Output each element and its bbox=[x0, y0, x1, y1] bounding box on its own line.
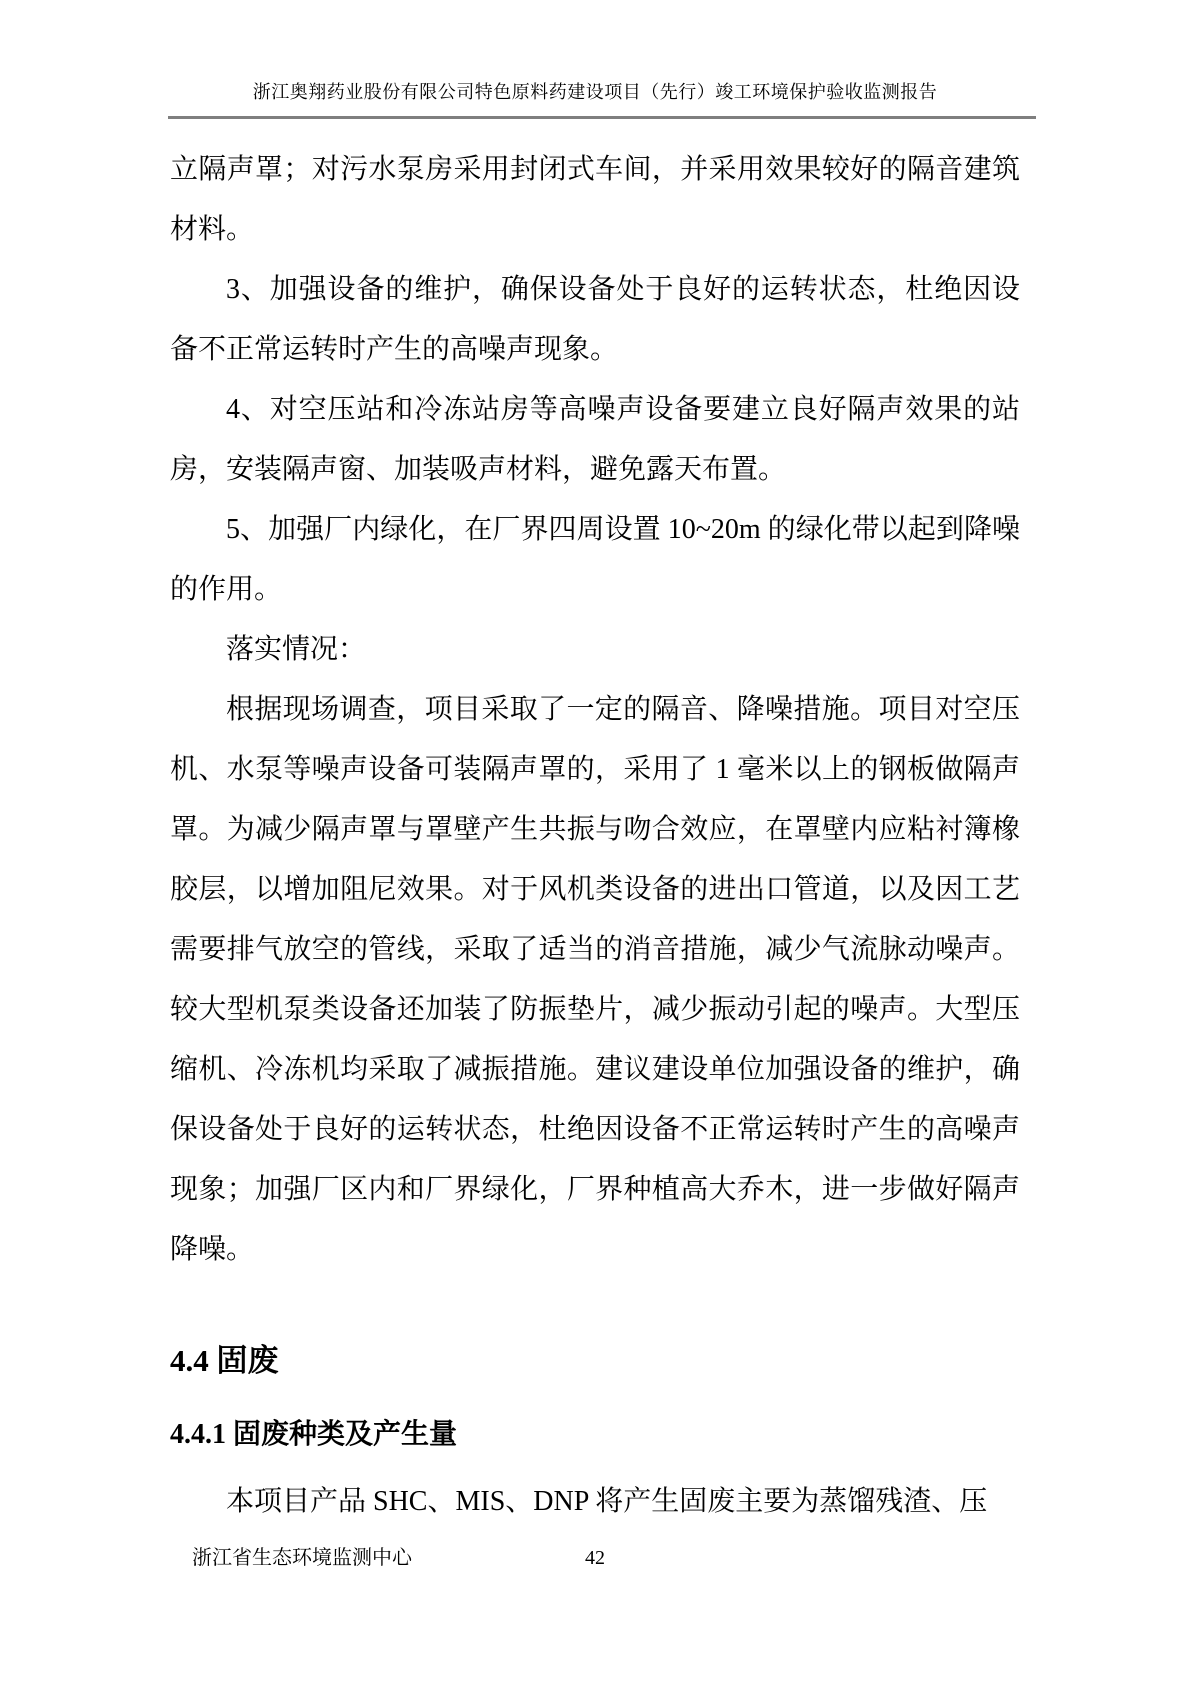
header-divider-line bbox=[168, 116, 1036, 119]
page-header bbox=[170, 80, 1020, 104]
paragraph-implementation-label: 落实情况： bbox=[226, 634, 367, 665]
section-heading-4-4: 4.4 固废 bbox=[170, 1343, 279, 1378]
paragraph-measure-5: 5、加强厂内绿化，在厂界四周设置 10~20m 的绿化带以起到降噪的作用。 bbox=[170, 514, 1020, 605]
page-footer bbox=[170, 1543, 1020, 1573]
footer-organization: 浙江省生态环境监测中心 bbox=[192, 1547, 412, 1569]
header-title: 浙江奥翔药业股份有限公司特色原料药建设项目（先行）竣工环境保护验收监测报告 bbox=[252, 82, 938, 102]
document-body bbox=[170, 140, 1020, 1532]
footer-page-number: 42 bbox=[585, 1547, 605, 1569]
subsection-heading-4-4-1: 4.4.1 固废种类及产生量 bbox=[170, 1419, 458, 1450]
paragraph-implementation-status: 根据现场调查，项目采取了一定的隔音、降噪措施。项目对空压机、水泵等噪声设备可装隔声罩的，采用了 1 毫米以上的钢板做隔声罩。为减少隔声罩与罩壁产生共振与吻合效应，在罩壁内应粘衬簿橡胶层，以增加阻尼效果。对于风机类设备的进出口管道，以及因工艺需要排气放空的管线，采取了适当的消音措施，减少气流脉动噪声。较大型机泵类设备还加装了防振垫片，减少振动引起的噪声。大型压缩机、冷冻机均采取了减振措施。建议建设单位加强设备的维护，确保设备处于良好的运转状态，杜绝因设备不正常运转时产生的高噪声现象；加强厂区内和厂界绿化，厂界种植高大乔木，进一步做好隔声降噪。 bbox=[170, 694, 1020, 1265]
paragraph-solid-waste-intro: 本项目产品 SHC、MIS、DNP 将产生固废主要为蒸馏残渣、压 bbox=[226, 1486, 988, 1517]
paragraph-measure-4: 4、对空压站和冷冻站房等高噪声设备要建立良好隔声效果的站房，安装隔声窗、加装吸声材料，避免露天布置。 bbox=[170, 394, 1020, 485]
paragraph-measure-3: 3、加强设备的维护，确保设备处于良好的运转状态，杜绝因设备不正常运转时产生的高噪声现象。 bbox=[170, 274, 1020, 365]
paragraph-continuation: 立隔声罩；对污水泵房采用封闭式车间，并采用效果较好的隔音建筑材料。 bbox=[170, 154, 1020, 245]
